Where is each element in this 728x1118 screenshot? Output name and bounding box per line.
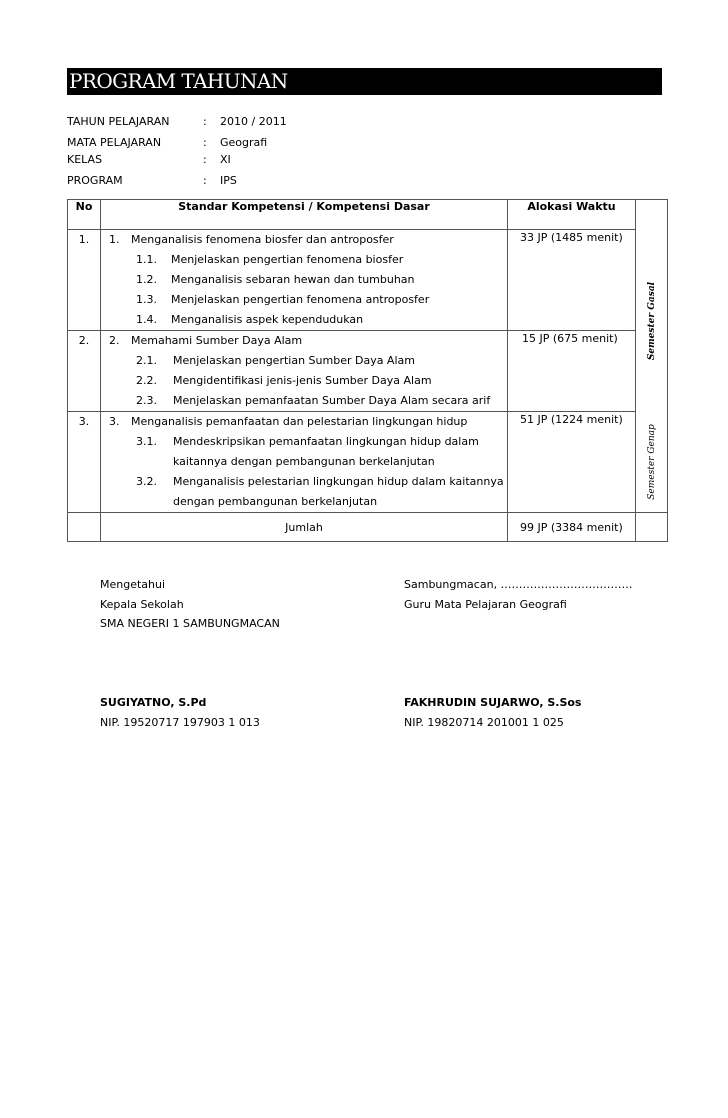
sk-text: Menganalisis pemanfaatan dan pelestarian lingkungan hidup	[131, 415, 468, 428]
row-no-text: 3.	[78, 415, 90, 428]
kd-number: 1.1.	[136, 253, 157, 266]
table-row	[68, 230, 668, 331]
sk-number: 2.	[109, 334, 120, 347]
meta-separator: :	[203, 136, 207, 149]
kd-text: Menjelaskan pengertian fenomena biosfer	[171, 253, 404, 266]
header-sk: Standar Kompetensi / Kompetensi Dasar	[101, 200, 508, 230]
sk-number: 1.	[109, 233, 120, 246]
row-sk-cell	[101, 412, 508, 513]
left-signature-nip: NIP. 19520717 197903 1 013	[100, 716, 260, 729]
right-signature-line1: Sambungmacan, ………………………………	[404, 578, 633, 591]
meta-separator: :	[203, 115, 207, 128]
kd-line	[101, 290, 507, 310]
total-empty-cell	[636, 513, 668, 542]
meta-value: IPS	[220, 174, 237, 187]
kd-number: 1.3.	[136, 293, 157, 306]
total-empty-cell	[68, 513, 101, 542]
sk-text: Menganalisis fenomena biosfer dan antroposfer	[131, 233, 394, 246]
row-sk-cell	[101, 230, 508, 331]
kd-number: 3.2.	[136, 475, 157, 488]
kd-text: kaitannya dengan pembangunan berkelanjutan	[173, 455, 435, 468]
meta-value: Geografi	[220, 136, 268, 149]
total-row	[68, 513, 668, 542]
kd-text: Mengidentifikasi jenis-jenis Sumber Daya Alam	[173, 374, 432, 387]
kd-line	[101, 371, 507, 391]
meta-label: MATA PELAJARAN	[67, 136, 162, 149]
sk-text: Memahami Sumber Daya Alam	[131, 334, 303, 347]
kd-text: Menjelaskan pengertian fenomena antroposfer	[171, 293, 430, 306]
kd-text: Menjelaskan pemanfaatan Sumber Daya Alam secara arif	[173, 394, 491, 407]
meta-separator: :	[203, 174, 207, 187]
kd-line	[101, 250, 507, 270]
left-signature-line1: Mengetahui	[100, 578, 166, 591]
meta-label: KELAS	[67, 153, 103, 166]
kd-continuation-line	[101, 492, 507, 512]
page-title: PROGRAM TAHUNAN	[67, 68, 662, 95]
kd-number: 2.2.	[136, 374, 157, 387]
kd-number: 3.1.	[136, 435, 157, 448]
row-no-text: 2.	[78, 334, 90, 347]
kd-line	[101, 391, 507, 411]
kd-text: Menganalisis pelestarian lingkungan hidup dalam kaitannya	[173, 475, 504, 488]
kd-number: 2.3.	[136, 394, 157, 407]
sk-number: 3.	[109, 415, 120, 428]
total-value: 99 JP (3384 menit)	[508, 513, 636, 542]
kd-text: Mendeskripsikan pemanfaatan lingkungan hidup dalam	[173, 435, 479, 448]
table-row	[68, 331, 668, 412]
meta-value: XI	[220, 153, 231, 166]
sk-line	[101, 230, 507, 250]
kd-number: 1.2.	[136, 273, 157, 286]
semester-genap-cell	[636, 412, 668, 513]
kd-line	[101, 270, 507, 290]
program-table	[67, 199, 668, 542]
row-alokasi: 51 JP (1224 menit)	[508, 412, 636, 513]
table-header-row	[68, 200, 668, 230]
left-signature-line2: Kepala Sekolah	[100, 598, 184, 611]
sk-line	[101, 331, 507, 351]
kd-number: 2.1.	[136, 354, 157, 367]
kd-text: Menganalisis aspek kependudukan	[171, 313, 364, 326]
row-no	[68, 230, 101, 331]
kd-text: dengan pembangunan berkelanjutan	[173, 495, 378, 508]
kd-line	[101, 351, 507, 371]
row-sk-cell	[101, 331, 508, 412]
row-alokasi: 33 JP (1485 menit)	[508, 230, 636, 331]
left-signature-line3: SMA NEGERI 1 SAMBUNGMACAN	[100, 617, 280, 630]
kd-text: Menjelaskan pengertian Sumber Daya Alam	[173, 354, 415, 367]
row-no-text: 1.	[78, 233, 90, 246]
sk-line	[101, 412, 507, 432]
meta-label: TAHUN PELAJARAN	[67, 115, 170, 128]
meta-value: 2010 / 2011	[220, 115, 287, 128]
left-signature-name: SUGIYATNO, S.Pd	[100, 696, 207, 709]
header-alokasi: Alokasi Waktu	[508, 200, 636, 230]
kd-line	[101, 472, 507, 492]
total-label: Jumlah	[101, 513, 508, 542]
right-signature-nip: NIP. 19820714 201001 1 025	[404, 716, 564, 729]
table-row	[68, 412, 668, 513]
kd-line	[101, 310, 507, 330]
right-signature-line2: Guru Mata Pelajaran Geografi	[404, 598, 567, 611]
row-no	[68, 412, 101, 513]
right-signature-name: FAKHRUDIN SUJARWO, S.Sos	[404, 696, 582, 709]
kd-line	[101, 432, 507, 452]
header-no: No	[68, 200, 101, 230]
semester-gasal-label: Semester Gasal	[646, 281, 657, 360]
semester-genap-label: Semester Genap	[646, 424, 657, 500]
row-alokasi: 15 JP (675 menit)	[508, 331, 636, 412]
row-no	[68, 331, 101, 412]
meta-label: PROGRAM	[67, 174, 123, 187]
kd-continuation-line	[101, 452, 507, 472]
kd-number: 1.4.	[136, 313, 157, 326]
kd-text: Menganalisis sebaran hewan dan tumbuhan	[171, 273, 415, 286]
semester-gasal-cell	[636, 200, 668, 412]
meta-separator: :	[203, 153, 207, 166]
